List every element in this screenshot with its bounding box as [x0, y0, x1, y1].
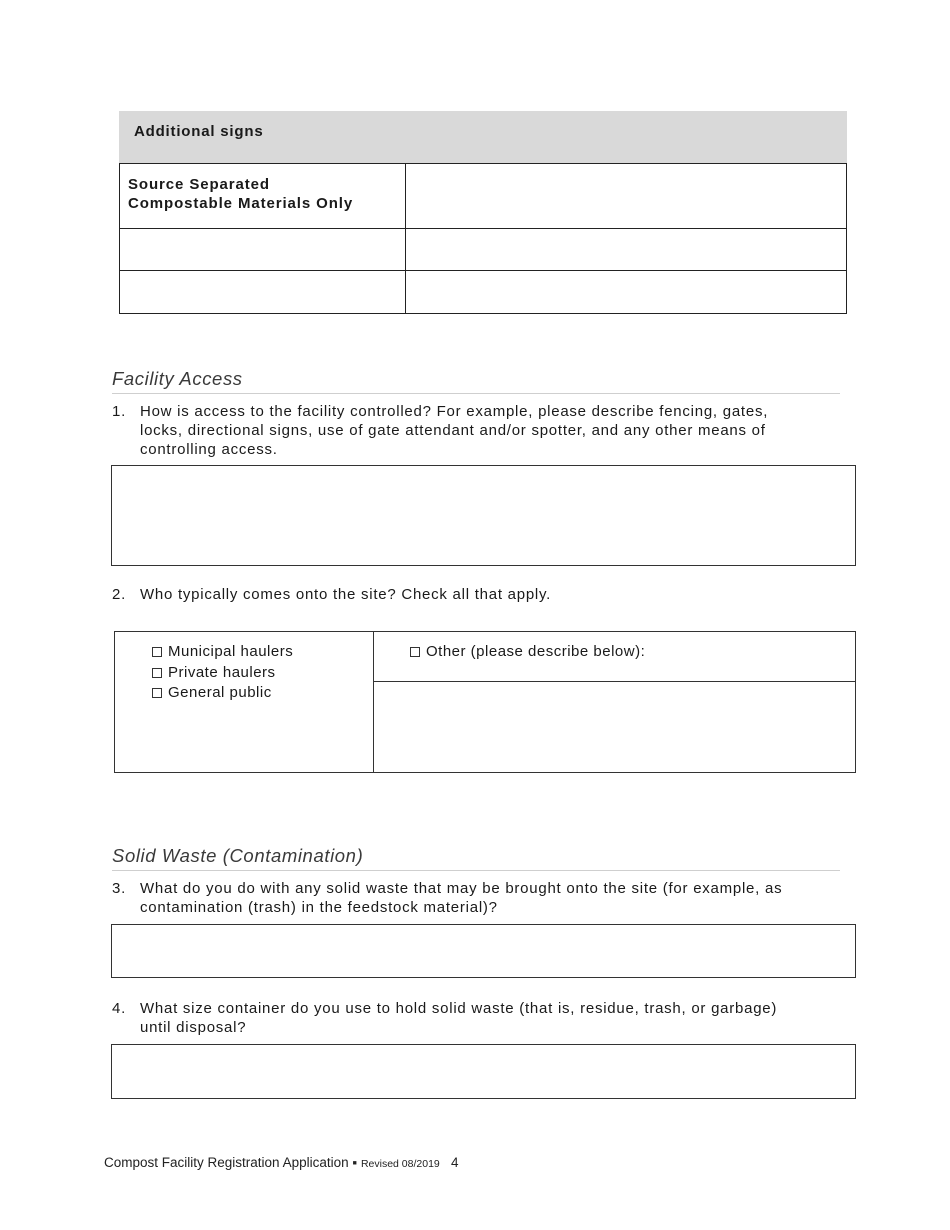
checkbox-other-label: Other (please describe below): — [426, 643, 646, 660]
checkbox-icon[interactable] — [410, 647, 420, 657]
question-4-text — [140, 999, 777, 1037]
question-2-text: Who typically comes onto the site? Check all that apply. — [140, 586, 552, 603]
page-number: 4 — [451, 1155, 459, 1170]
question-2 — [112, 585, 852, 605]
question-3-line2: contamination (trash) in the feedstock material)? — [140, 899, 498, 916]
question-1-text — [140, 402, 768, 459]
page-footer — [104, 1155, 459, 1170]
question-1 — [112, 402, 852, 462]
question-3-answer-box[interactable] — [111, 924, 856, 978]
solid-waste-title: Solid Waste (Contamination) — [112, 845, 364, 866]
checkbox-private-label: Private haulers — [168, 663, 276, 681]
question-4-number: 4. — [112, 1000, 127, 1017]
question-1-number: 1. — [112, 403, 127, 420]
footer-title: Compost Facility Registration Application — [104, 1155, 349, 1170]
question-3-line1: What do you do with any solid waste that may be brought onto the site (for example, as — [140, 880, 783, 897]
footer-revised: Revised 08/2019 — [360, 1158, 440, 1170]
checkbox-public-label: General public — [168, 684, 272, 701]
signs-row-1-label-cell — [119, 163, 406, 229]
signs-row-1-label-line2: Compostable Materials Only — [128, 195, 354, 212]
checkbox-municipal-haulers[interactable] — [152, 642, 293, 663]
question-3-text — [140, 879, 782, 917]
solid-waste-rule — [112, 870, 840, 871]
signs-row-3-value-cell[interactable] — [405, 270, 847, 314]
question-2-number: 2. — [112, 586, 127, 603]
checkbox-private-haulers[interactable] — [152, 663, 293, 684]
signs-row-3-label-cell[interactable] — [119, 270, 406, 314]
signs-row-2-value-cell[interactable] — [405, 228, 847, 271]
question-4-line2: until disposal? — [140, 1019, 247, 1036]
checkbox-icon[interactable] — [152, 688, 162, 698]
footer-separator: ▪ — [352, 1155, 358, 1170]
facility-access-title: Facility Access — [112, 368, 243, 389]
checkbox-general-public[interactable] — [152, 683, 293, 704]
question-3-number: 3. — [112, 880, 127, 897]
facility-access-rule — [112, 393, 840, 394]
question-4 — [112, 999, 852, 1039]
signs-row-1-value-cell[interactable] — [405, 163, 847, 229]
visitor-checkbox-group — [152, 642, 293, 704]
question-3 — [112, 879, 852, 919]
signs-row-2-label-cell[interactable] — [119, 228, 406, 271]
checkbox-icon[interactable] — [152, 647, 162, 657]
question-4-line1: What size container do you use to hold solid waste (that is, residue, trash, or garbage) — [140, 1000, 778, 1017]
checkbox-municipal-label: Municipal haulers — [168, 643, 294, 660]
other-description-field[interactable] — [374, 682, 855, 772]
checkbox-other[interactable] — [410, 642, 645, 663]
signs-row-1-label — [120, 164, 405, 213]
question-1-line2: locks, directional signs, use of gate attendant and/or spotter, and any other means of — [140, 422, 766, 439]
question-1-line1: How is access to the facility controlled? For example, please describe fencing, gates, — [140, 403, 769, 420]
additional-signs-header: Additional signs — [119, 111, 847, 163]
question-4-answer-box[interactable] — [111, 1044, 856, 1099]
question-1-answer-box[interactable] — [111, 465, 856, 566]
site-visitors-table — [114, 631, 856, 773]
additional-signs-table — [119, 111, 847, 314]
signs-row-1-label-line1: Source Separated — [128, 176, 270, 193]
checkbox-icon[interactable] — [152, 668, 162, 678]
question-1-line3: controlling access. — [140, 441, 278, 458]
